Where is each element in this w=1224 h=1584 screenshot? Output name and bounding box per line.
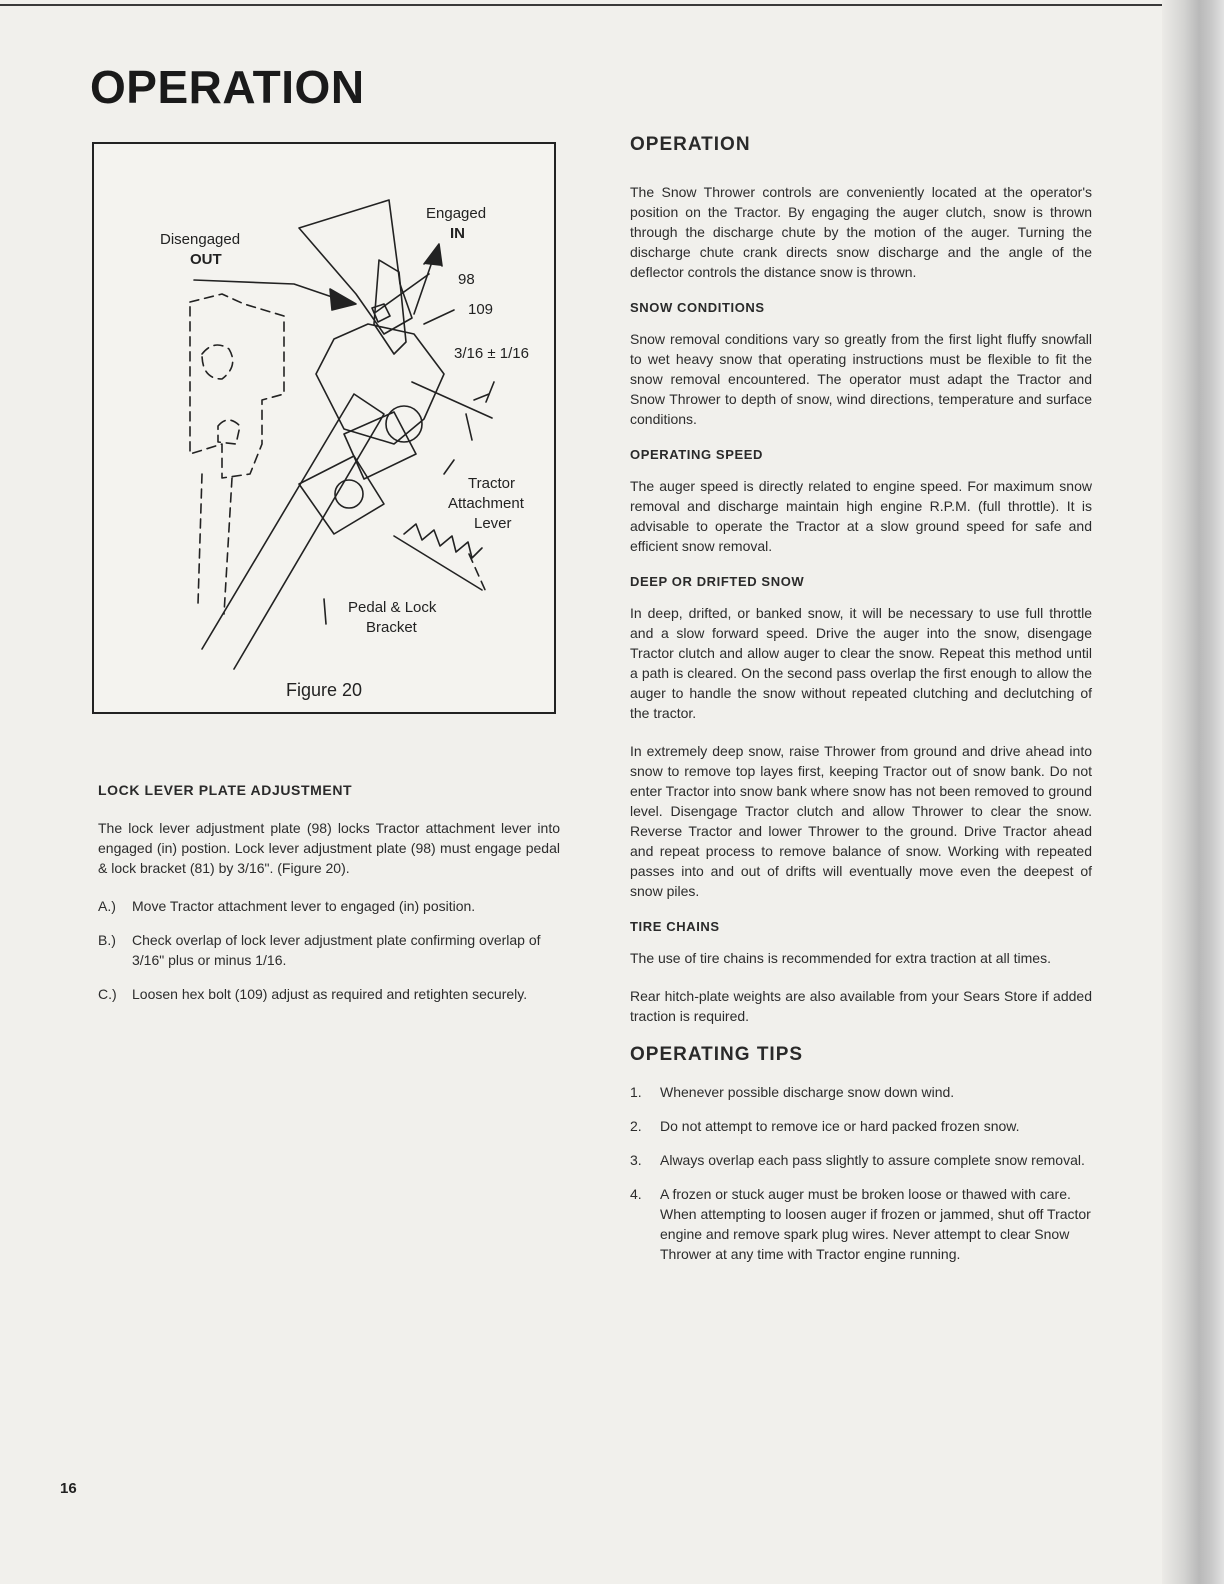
operating-speed-heading: OPERATING SPEED xyxy=(630,447,764,462)
step-c xyxy=(98,984,560,1004)
tip-number: 1. xyxy=(630,1084,642,1100)
operating-speed-text: The auger speed is directly related to engine speed. For maximum snow removal and discharge maintain high engine R.P.M. (full throttle). It is advisable to operate the Tractor at a slow ground speed for safe and efficient snow removal. xyxy=(630,478,1092,554)
lock-lever-heading: LOCK LEVER PLATE ADJUSTMENT xyxy=(98,782,353,798)
tip-text: A frozen or stuck auger must be broken loose or thawed with care. When attempting to loosen auger if frozen or jammed, shut off Tractor engine and remove spark plug wires. Never attempt to clear Snow Thrower at any time with Tractor engine running. xyxy=(660,1186,1091,1262)
figure-20 xyxy=(92,142,556,714)
step-b xyxy=(98,930,560,970)
step-label: C.) xyxy=(98,986,117,1002)
lock-lever-section xyxy=(98,782,560,1018)
tip-text: Do not attempt to remove ice or hard packed frozen snow. xyxy=(660,1118,1020,1134)
label-pedal-lock: Pedal & Lock xyxy=(348,599,437,616)
step-label: A.) xyxy=(98,898,116,914)
deep-snow-heading: DEEP OR DRIFTED SNOW xyxy=(630,574,805,589)
step-text: Loosen hex bolt (109) adjust as required and retighten securely. xyxy=(132,986,528,1002)
tire-chains-text-1: The use of tire chains is recommended for extra traction at all times. xyxy=(630,950,1051,966)
operation-section xyxy=(630,134,1092,1278)
page-edge-shadow xyxy=(1162,0,1224,1584)
lock-lever-intro: The lock lever adjustment plate (98) locks Tractor attachment lever into engaged (in) postion. Lock lever adjustment plate (98) must engage pedal & lock bracket (81) by 3/16". (Figure 20). xyxy=(98,820,560,876)
deep-snow-text-1: In deep, drifted, or banked snow, it will be necessary to use full throttle and a slow forward speed. Drive the auger into the snow, disengage Tractor clutch and allow auger to clear the snow. Repeat this method until a path is cleared. On the second pass overlap the first enough to allow the auger to handle the snow without repeated clutching and declutching of the tractor. xyxy=(630,605,1092,721)
spring xyxy=(404,524,482,558)
label-tractor: Tractor xyxy=(468,475,515,492)
deep-snow-text-2: In extremely deep snow, raise Thrower from ground and drive ahead into snow to remove top layes first, keeping Tractor out of snow bank. Do not enter Tractor into snow bank where snow has not been removed to ground level. Disengage Tractor clutch and allow Thrower to clear the snow. Reverse Tractor and lower Thrower to the ground. Drive Tractor ahead and repeat process to remove balance of snow. Working with repeated passes into and out of drifts will eventually move even the deepest of snow piles. xyxy=(630,743,1092,899)
tip-number: 4. xyxy=(630,1186,642,1202)
tip-item xyxy=(630,1082,1092,1102)
snow-conditions-text: Snow removal conditions vary so greatly from the first light fluffy snowfall to wet heavy snow that operating instructions must be flexible to fit the snow removal encountered. The operator must adapt the Tractor and Snow Thrower to depth of snow, wind directions, temperature and surface conditions. xyxy=(630,331,1092,427)
tip-text: Whenever possible discharge snow down wind. xyxy=(660,1084,955,1100)
snow-conditions-heading: SNOW CONDITIONS xyxy=(630,300,765,315)
page-title: OPERATION xyxy=(90,61,365,113)
tire-chains-text-2: Rear hitch-plate weights are also available from your Sears Store if added traction is required. xyxy=(630,988,1092,1024)
step-text: Move Tractor attachment lever to engaged (in) position. xyxy=(132,898,476,914)
tip-text: Always overlap each pass slightly to assure complete snow removal. xyxy=(660,1152,1085,1168)
lever-plate xyxy=(299,200,412,334)
label-part-109: 109 xyxy=(468,301,494,318)
label-attachment: Attachment xyxy=(448,495,524,512)
step-label: B.) xyxy=(98,932,116,948)
page-number: 16 xyxy=(60,1480,77,1497)
tip-number: 3. xyxy=(630,1152,642,1168)
label-bracket: Bracket xyxy=(366,619,417,636)
tire-chains-heading: TIRE CHAINS xyxy=(630,919,720,934)
step-a xyxy=(98,896,560,916)
label-lever: Lever xyxy=(474,515,512,532)
operation-heading: OPERATION xyxy=(630,134,751,155)
label-in: IN xyxy=(450,225,465,242)
tip-number: 2. xyxy=(630,1118,642,1134)
tip-item xyxy=(630,1150,1092,1170)
figure-caption: Figure 20 xyxy=(285,680,363,700)
operating-tips-heading: OPERATING TIPS xyxy=(630,1044,804,1065)
label-tolerance: 3/16 ± 1/16 xyxy=(454,345,529,362)
top-rule xyxy=(0,4,1224,6)
operation-intro: The Snow Thrower controls are conveniently located at the operator's position on the Tractor. By engaging the auger clutch, snow is thrown through the discharge chute by the motion of the auger. Turning the discharge chute crank directs snow discharge and the angle of the deflector controls the distance snow is thrown. xyxy=(630,184,1092,280)
label-disengaged: Disengaged xyxy=(160,231,241,248)
label-out: OUT xyxy=(190,251,222,268)
label-engaged: Engaged xyxy=(426,205,487,222)
tip-item xyxy=(630,1184,1092,1264)
label-part-98: 98 xyxy=(458,271,475,288)
tip-item xyxy=(630,1116,1092,1136)
step-text: Check overlap of lock lever adjustment plate confirming overlap of 3/16" plus or minus 1/16. xyxy=(132,932,541,968)
